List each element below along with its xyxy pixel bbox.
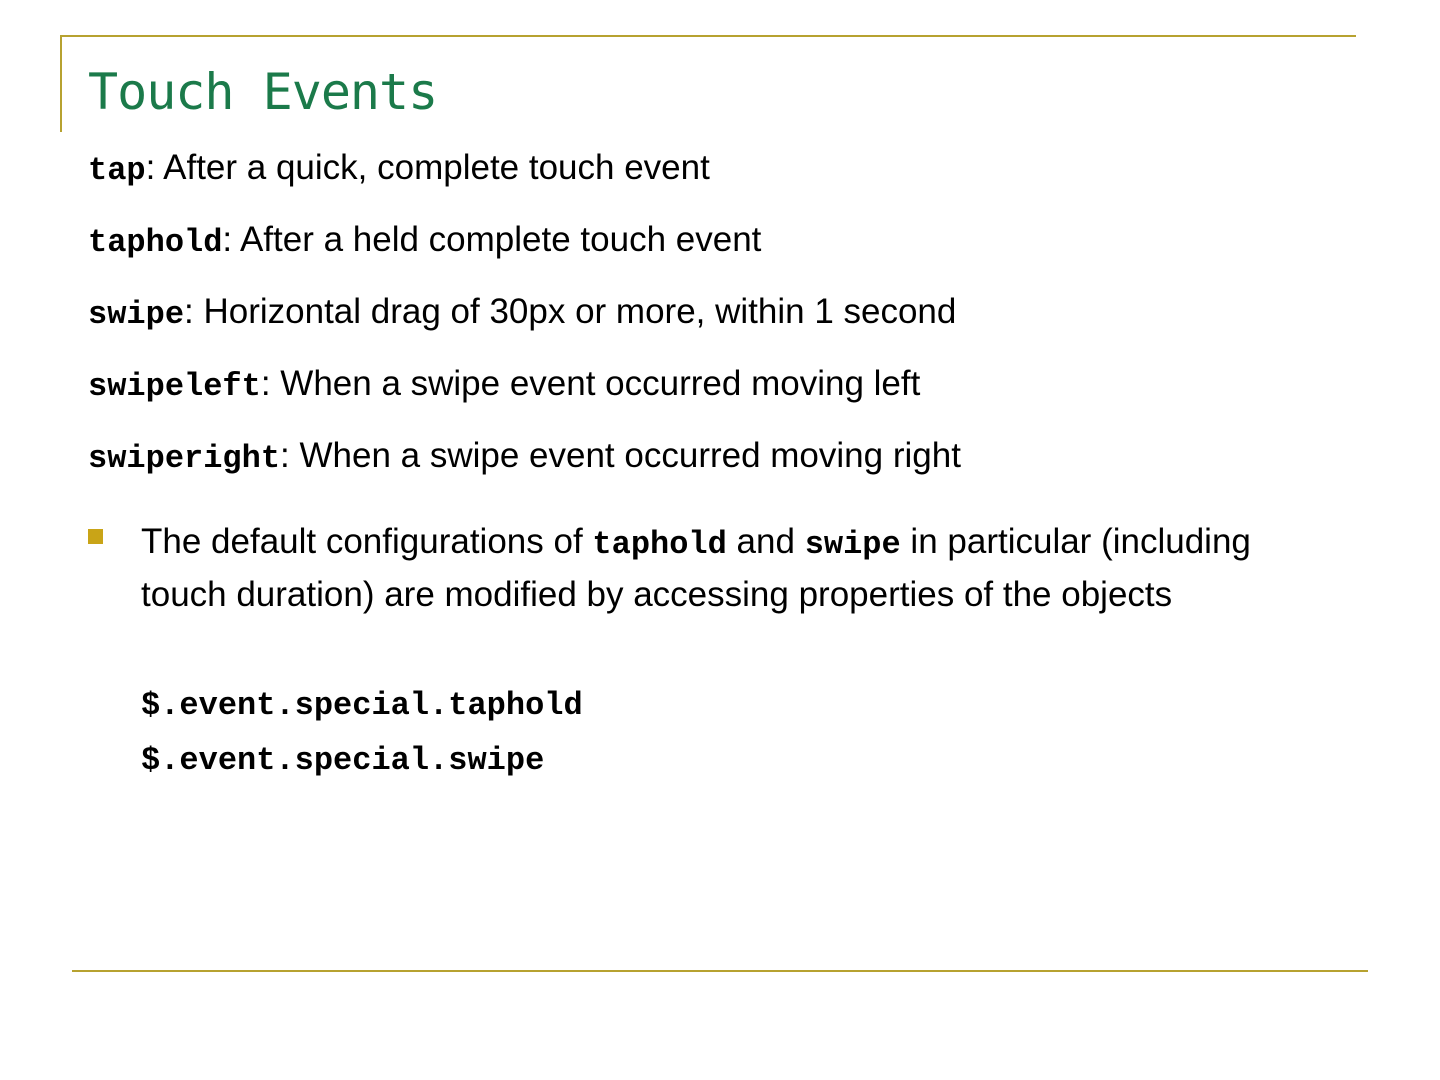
term-separator: :	[280, 436, 290, 475]
frame-top-rule	[60, 35, 1356, 37]
event-term: tap	[88, 152, 146, 189]
code-line: $.event.special.swipe	[141, 742, 545, 779]
event-description: When a swipe event occurred moving right	[289, 436, 961, 475]
definition-item	[88, 362, 961, 434]
event-description: Horizontal drag of 30px or more, within 1 second	[193, 292, 957, 331]
event-description: After a quick, complete touch event	[155, 148, 710, 187]
bullet-text	[141, 517, 1308, 620]
code-line: $.event.special.taphold	[141, 687, 583, 724]
definition-item	[88, 434, 961, 506]
code-block	[141, 678, 583, 788]
term-separator: :	[260, 364, 271, 403]
definition-item	[88, 218, 961, 290]
inline-code-taphold: taphold	[592, 526, 727, 563]
bullet-text-part: The default configurations of	[141, 522, 593, 561]
bullet-text-part: and	[726, 522, 805, 561]
slide-title: Touch Events	[88, 63, 438, 121]
term-separator: :	[184, 292, 194, 331]
inline-code-swipe: swipe	[804, 526, 901, 563]
term-separator: :	[222, 220, 233, 259]
definition-item	[88, 146, 961, 218]
frame-bottom-rule	[72, 970, 1368, 972]
square-bullet-icon	[88, 529, 103, 544]
frame-left-rule	[60, 35, 62, 132]
event-definition-list	[88, 146, 961, 506]
bullet-item	[88, 517, 1308, 620]
event-term: swipeleft	[88, 368, 261, 405]
event-term: swipe	[88, 296, 185, 333]
event-description: After a held complete touch event	[232, 220, 762, 259]
event-description: When a swipe event occurred moving left	[270, 364, 921, 403]
bullet-text-part: in particular (including touch duration) are modified by accessing properties of the objects	[141, 522, 1251, 614]
event-term: swiperight	[88, 440, 281, 477]
event-term: taphold	[88, 224, 223, 261]
term-separator: :	[145, 148, 156, 187]
definition-item	[88, 290, 961, 362]
